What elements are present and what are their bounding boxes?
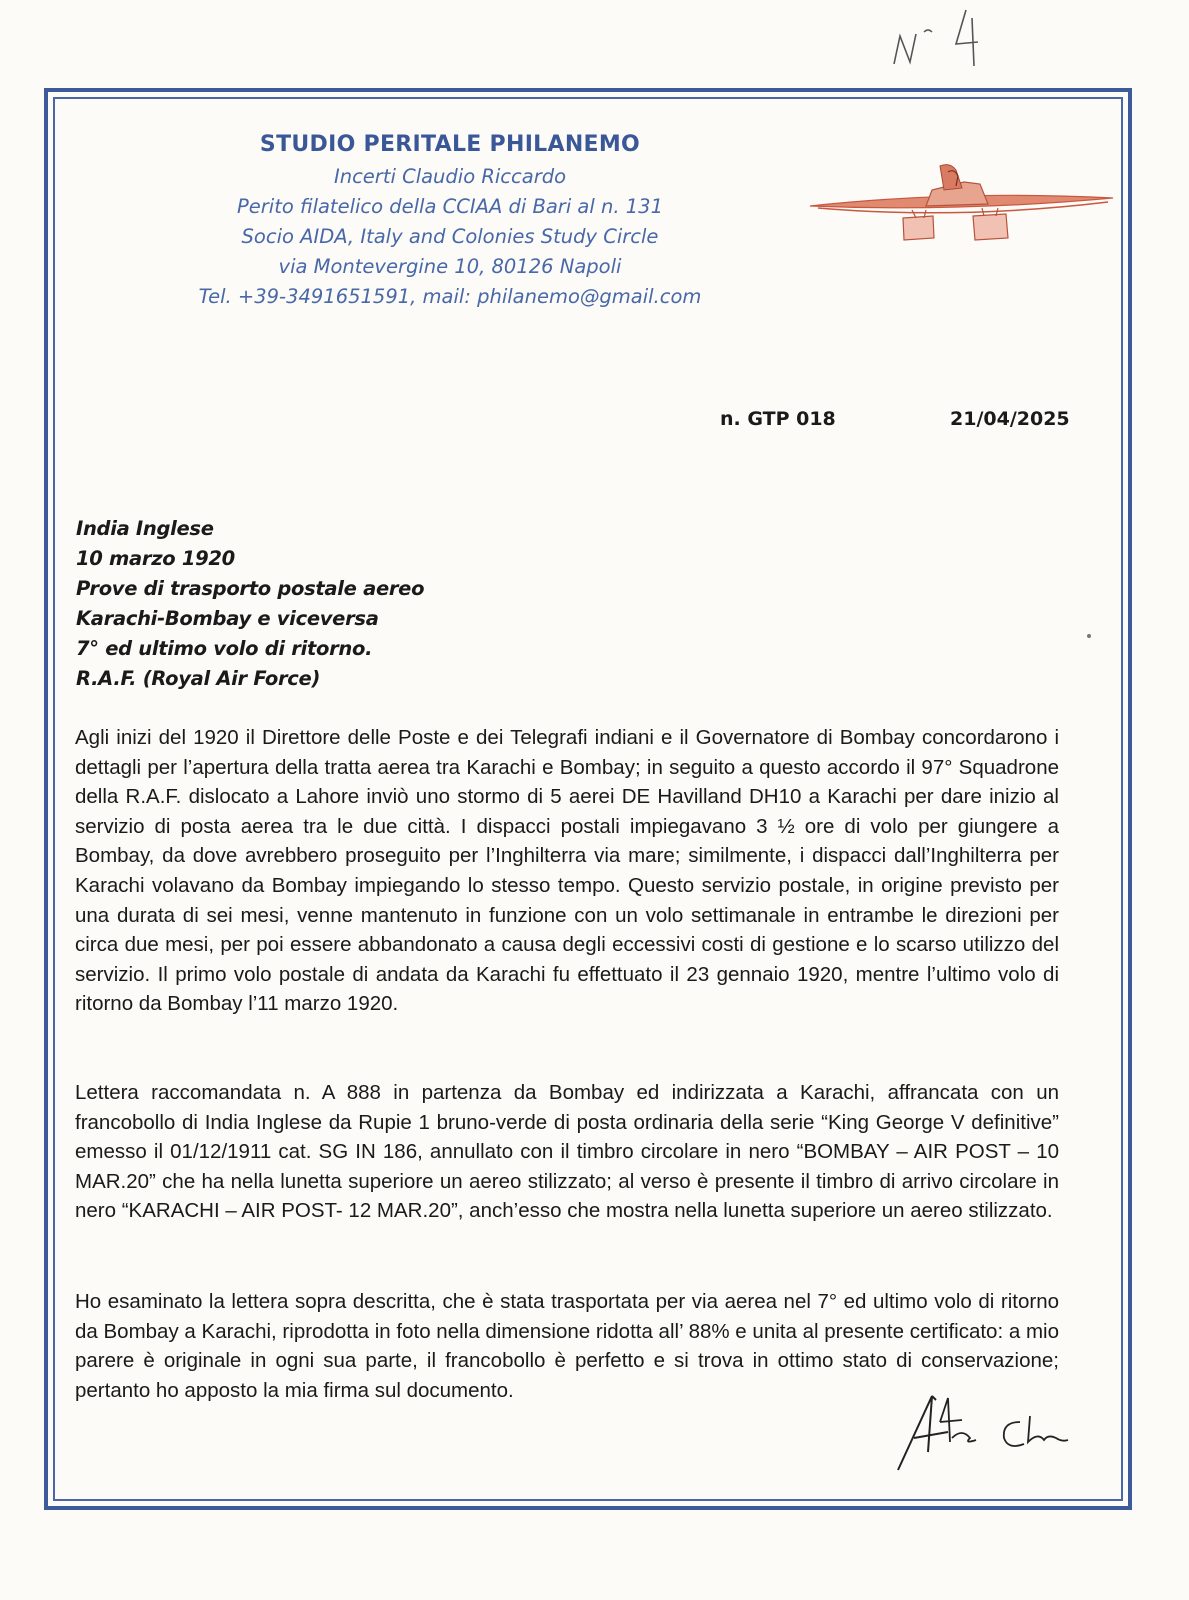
expert-signature bbox=[892, 1382, 1082, 1482]
subject-date: 10 marzo 1920 bbox=[76, 547, 235, 570]
expert-credential: Perito filatelico della CCIAA di Bari al n. 131 bbox=[237, 195, 663, 218]
certificate-date: 21/04/2025 bbox=[950, 408, 1070, 430]
studio-name: STUDIO PERITALE PHILANEMO bbox=[259, 132, 641, 157]
certificate-number: n. GTP 018 bbox=[720, 408, 836, 430]
expert-name: Incerti Claudio Riccardo bbox=[333, 165, 567, 188]
subject-flight: 7° ed ultimo volo di ritorno. bbox=[76, 637, 373, 660]
expert-opinion-paragraph: Ho esaminato la lettera sopra descritta, che è stata trasportata per via aerea nel 7° ed ultimo volo di ritorno da Bombay a Karachi, riprodotta in foto nella dimensione ridotta all’ 88% e unita al presente certificato: a mio parere è originale in ogni sua parte, il francobollo è perfetto e si trova in ottimo stato di conservazione; pertanto ho apposto la mia firma sul documento. bbox=[75, 1290, 1059, 1402]
subject-operator: R.A.F. (Royal Air Force) bbox=[76, 667, 321, 690]
letterhead bbox=[150, 132, 750, 312]
handwritten-page-number bbox=[886, 4, 1016, 74]
subject-route: Karachi-Bombay e viceversa bbox=[76, 607, 379, 630]
subject-title: Prove di trasporto postale aereo bbox=[76, 577, 425, 600]
cover-description-paragraph: Lettera raccomandata n. A 888 in partenza da Bombay ed indirizzata a Karachi, affrancata con un francobollo di India Inglese da Rupie 1 bruno-verde di posta ordinaria della serie “King George V definitive” emesso il 01/12/1911 cat. SG IN 186, annullato con il timbro circolare in nero “BOMBAY – AIR POST – 10 MAR.20” che ha nella lunetta superiore un aereo stilizzato; al verso è presente il timbro di arrivo circolare in nero “KARACHI – AIR POST- 12 MAR.20”, anch’esso che mostra nella lunetta superiore un aereo stilizzato. bbox=[75, 1081, 1059, 1223]
historical-background-paragraph: Agli inizi del 1920 il Direttore delle Poste e dei Telegrafi indiani e il Governatore di Bombay concordarono i dettagli per l’apertura della tratta aerea tra Karachi e Bombay; in seguito a questo accordo il 97° Squadrone della R.A.F. dislocato a Lahore inviò uno stormo di 5 aerei DE Havilland DH10 a Karachi per dare inizio al servizio di posta aerea tra le due città. I dispacci postali impiegavano 3 ½ ore di volo per giungere a Bombay, da dove avrebbero proseguito per l’Inghilterra via mare; similmente, i dispacci dall’Inghilterra per Karachi volavano da Bombay impiegando lo stesso tempo. Questo servizio postale, in origine previsto per una durata di sei mesi, venne mantenuto in funzione con un volo settimanale in entrambe le direzioni per circa due mesi, per poi essere abbandonato a causa degli eccessivi costi di gestione e lo scarso utilizzo del servizio. Il primo volo postale di andata da Karachi fu effettuato il 23 gennaio 1920, mentre l’ultimo volo di ritorno da Bombay l’11 marzo 1920. bbox=[75, 726, 1059, 1016]
subject-country: India Inglese bbox=[76, 517, 214, 540]
expert-contact: Tel. +39-3491651591, mail: philanemo@gmail.com bbox=[198, 285, 702, 308]
seaplane-logo-icon bbox=[808, 160, 1138, 255]
expert-membership: Socio AIDA, Italy and Colonies Study Circle bbox=[241, 225, 659, 248]
subject-block bbox=[76, 514, 424, 694]
scan-speck bbox=[1087, 634, 1091, 638]
expert-address: via Montevergine 10, 80126 Napoli bbox=[278, 255, 622, 278]
